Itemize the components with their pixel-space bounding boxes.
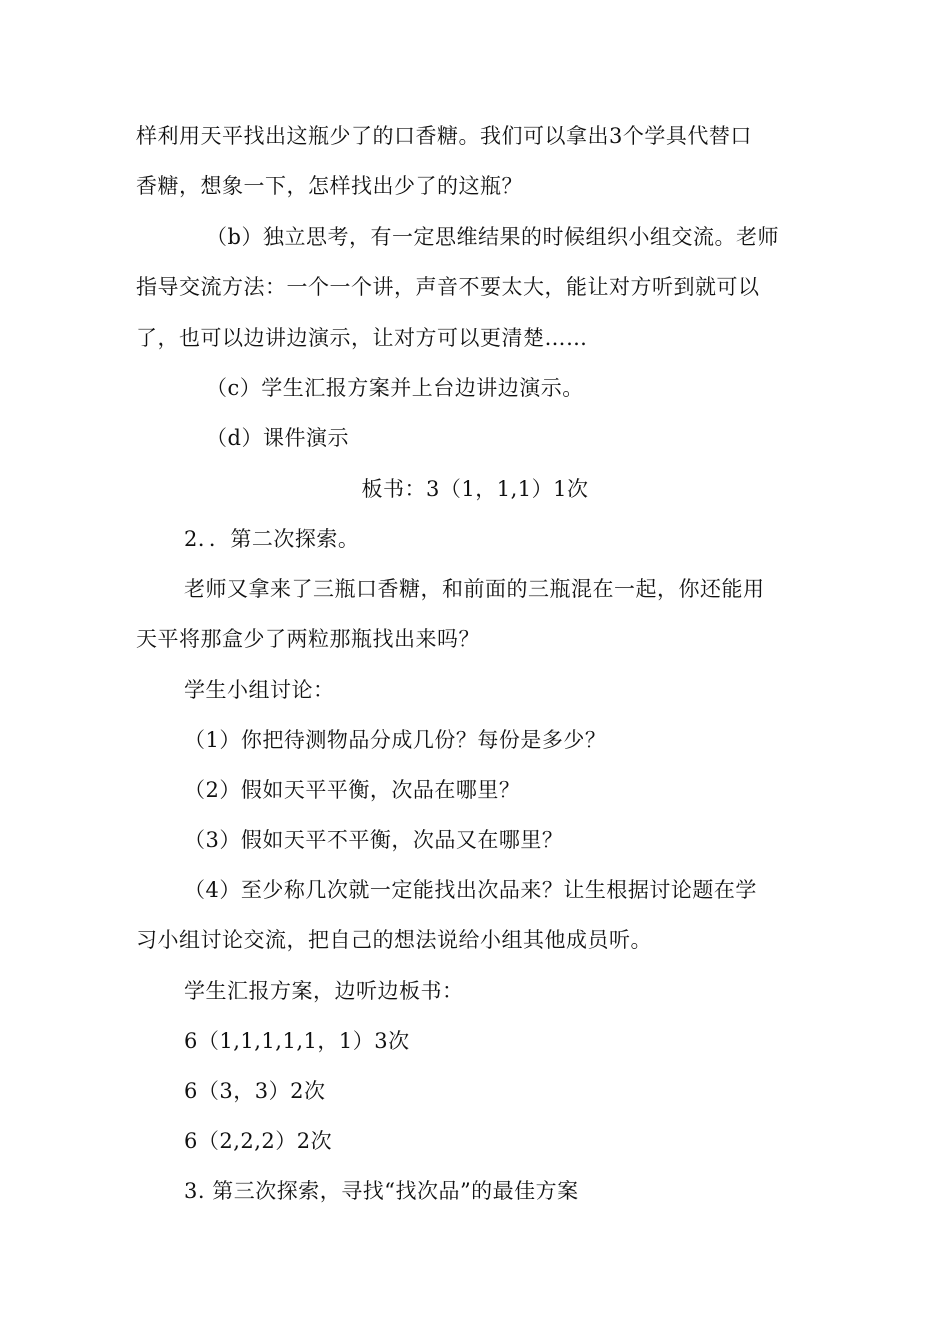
paragraph-line: （c）学生汇报方案并上台边讲边演示。 [206, 376, 584, 400]
paragraph-line: 老师又拿来了三瓶口香糖，和前面的三瓶混在一起，你还能用 [184, 577, 765, 601]
paragraph-line: 了，也可以边讲边演示，让对方可以更清楚…… [136, 326, 588, 350]
paragraph-line: 习小组讨论交流，把自己的想法说给小组其他成员听。 [136, 928, 652, 952]
discussion-question: （3）假如天平不平衡，次品又在哪里？ [184, 828, 564, 852]
blackboard-note: 6（1,1,1,1,1，1）3次 [184, 1029, 410, 1053]
blackboard-note: 板书：3（1，1,1）1次 [361, 477, 589, 501]
blackboard-note: 6（3，3）2次 [184, 1079, 326, 1103]
discussion-question: （1）你把待测物品分成几份？每份是多少？ [184, 728, 607, 752]
paragraph-line: （d）课件演示 [206, 426, 349, 450]
paragraph-line: 学生小组讨论： [184, 678, 335, 702]
paragraph-line: 样利用天平找出这瓶少了的口香糖。我们可以拿出3个学具代替口 [136, 124, 752, 148]
paragraph-line: （b）独立思考，有一定思维结果的时候组织小组交流。老师 [206, 225, 779, 249]
discussion-question: （4）至少称几次就一定能找出次品来？让生根据讨论题在学 [184, 878, 757, 902]
paragraph-line: 学生汇报方案，边听边板书： [184, 979, 464, 1003]
paragraph-line: 天平将那盒少了两粒那瓶找出来吗？ [136, 627, 480, 651]
paragraph-line: 香糖，想象一下，怎样找出少了的这瓶？ [136, 174, 523, 198]
section-heading: 3. 第三次探索，寻找“找次品”的最佳方案 [184, 1179, 579, 1203]
paragraph-line: 指导交流方法：一个一个讲，声音不要太大，能让对方听到就可以 [136, 275, 760, 299]
discussion-question: （2）假如天平平衡，次品在哪里？ [184, 778, 521, 802]
section-heading: 2．．第二次探索。 [184, 527, 360, 551]
blackboard-note: 6（2,2,2）2次 [184, 1129, 333, 1153]
